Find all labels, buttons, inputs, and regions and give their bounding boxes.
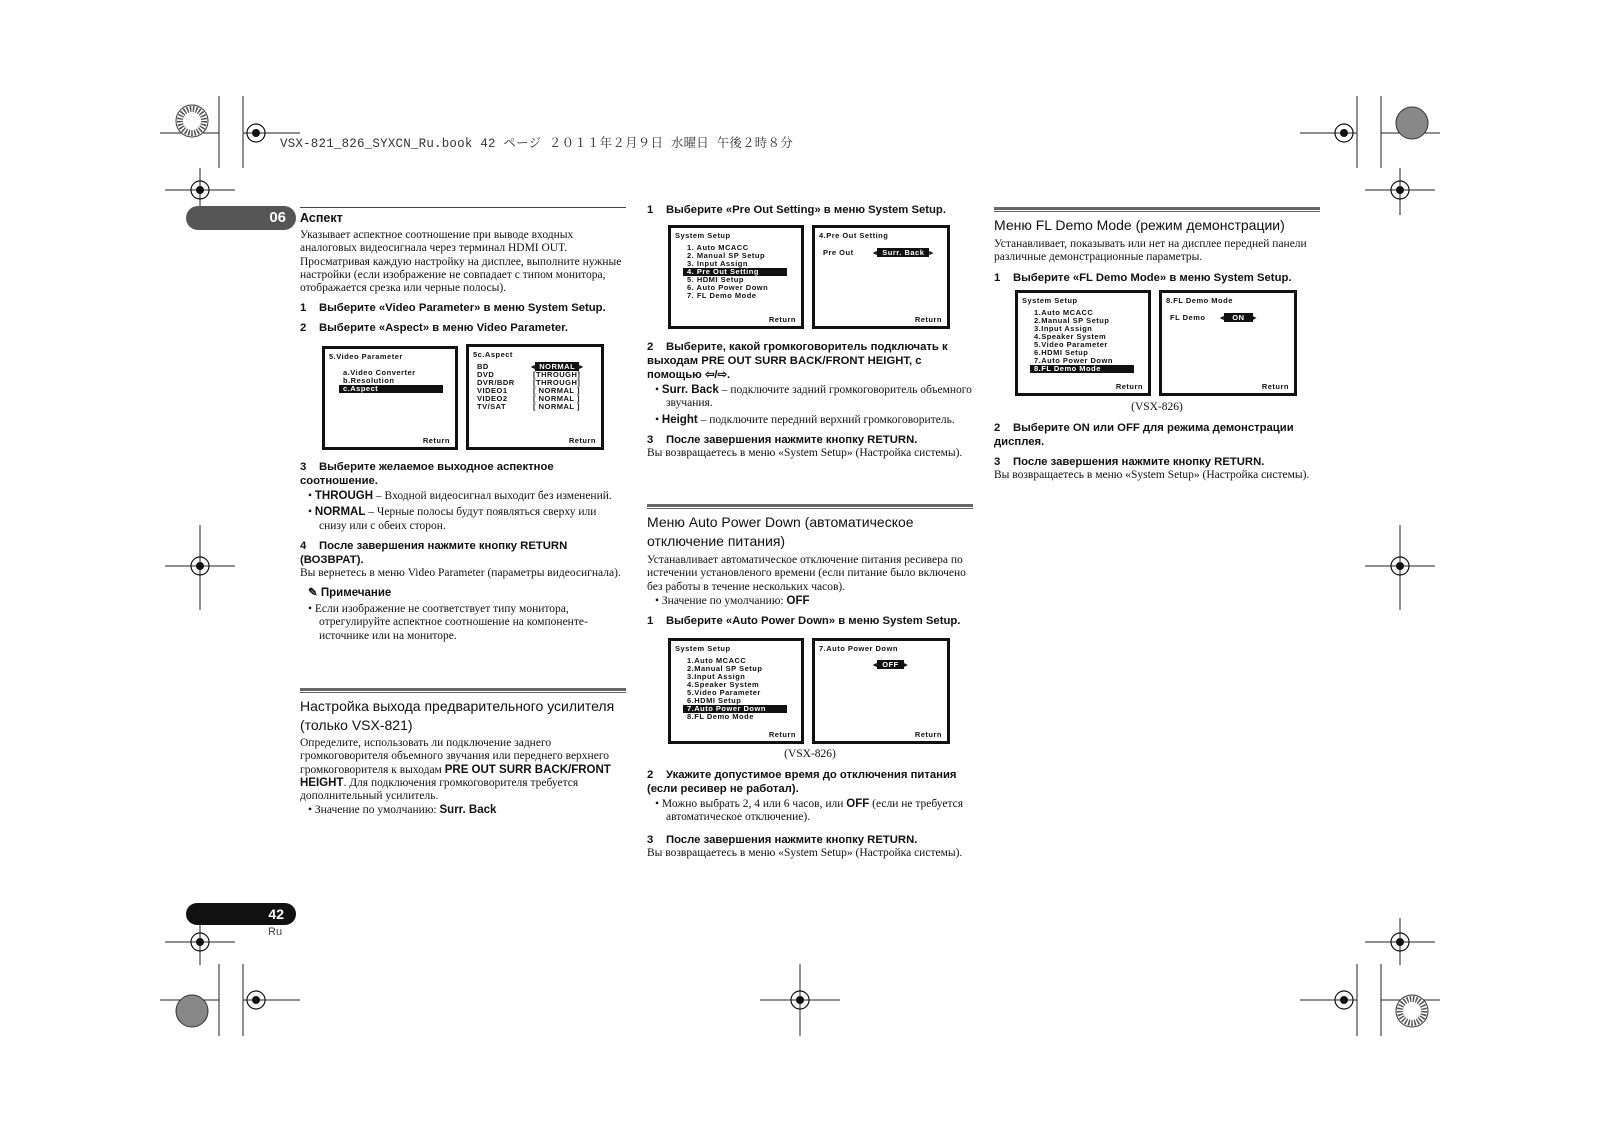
osd-item: 3.Input Assign	[1034, 324, 1093, 333]
bullet-height: • Height – подключите передний верхний громкоговоритель.	[655, 413, 955, 426]
osd-item-selected: 4. Pre Out Setting	[683, 268, 787, 276]
apd-intro: Устанавливает автоматическое отключение питания ресивера по истечении установленого времени (если питание было включено без работы в течение нескольких часов).	[647, 554, 966, 593]
apd-step-1: 1 Выберите «Auto Power Down» в меню System Setup.	[647, 615, 961, 628]
chapter-tab	[186, 206, 296, 230]
aspect-step-1: 1 Выберите «Video Parameter» в меню System Setup.	[300, 302, 606, 315]
osd-title: System Setup	[675, 644, 731, 653]
osd-title: 5.Video Parameter	[329, 352, 403, 361]
preout-step-3-body: Вы возвращаетесь в меню «System Setup» (Настройка системы).	[647, 446, 963, 459]
osd-item: a.Video Converter	[343, 368, 416, 377]
osd-item: 8.FL Demo Mode	[687, 712, 754, 721]
bullet-surr-back: • Surr. Back – подключите задний громкоговоритель объемного звучания.	[655, 384, 972, 410]
osd-aspect-source: VIDEO2	[477, 394, 508, 403]
osd-return: Return	[1115, 382, 1143, 391]
column-1-lower	[300, 460, 626, 643]
osd-title: 7.Auto Power Down	[819, 644, 898, 653]
osd-aspect-source: TV/SAT	[477, 402, 507, 411]
section-divider	[994, 207, 1320, 212]
osd-item-selected: 8.FL Demo Mode	[1030, 365, 1134, 373]
page-number-pill	[186, 903, 296, 925]
osd-item: 6.HDMI Setup	[1034, 348, 1089, 357]
osd-item: 5.Video Parameter	[1034, 340, 1108, 349]
osd-label: Pre Out	[823, 248, 854, 257]
osd-aspect-value: [ NORMAL ]	[533, 386, 580, 395]
osd-item: 2. Manual SP Setup	[687, 251, 766, 260]
osd-item-selected: 7.Auto Power Down	[683, 705, 787, 713]
osd-value-row: ◂ ON ▸	[1220, 313, 1257, 322]
osd-return: Return	[768, 315, 796, 324]
apd-step-2: 2 Укажите допустимое время до отключения питания (если ресивер не работал).	[647, 769, 957, 795]
preout-step-3: 3 После завершения нажмите кнопку RETURN.	[647, 433, 918, 446]
osd-item: b.Resolution	[343, 376, 395, 385]
osd-item: 5.Video Parameter	[687, 688, 761, 697]
osd-return: Return	[768, 730, 796, 739]
osd-title: 4.Pre Out Setting	[819, 231, 889, 240]
osd-item: 4.Speaker System	[1034, 332, 1107, 341]
osd-title: System Setup	[1022, 296, 1078, 305]
page-number: 42	[268, 906, 284, 922]
aspect-title: Аспект	[300, 211, 343, 225]
aspect-step-4-body: Вы вернетесь в меню Video Parameter (параметры видеосигнала).	[300, 566, 621, 579]
osd-pre-out-setting	[812, 225, 950, 329]
osd-item: 7.Auto Power Down	[1034, 356, 1113, 365]
fl-title: Меню FL Demo Mode (режим демонстрации)	[994, 217, 1285, 233]
osd-aspect-source: DVD	[477, 370, 495, 379]
osd-item: 1.Auto MCACC	[1034, 308, 1094, 317]
column-2	[647, 203, 973, 217]
note-heading: ✎ Примечание	[308, 587, 392, 600]
osd-item: 3.Input Assign	[687, 672, 746, 681]
osd-title: 5c.Aspect	[473, 350, 513, 359]
osd-item: 4.Speaker System	[687, 680, 760, 689]
bullet-through: • THROUGH – Входной видеосигнал выходит без изменений.	[308, 490, 612, 502]
column-1	[300, 211, 626, 335]
fl-step-2: 2 Выберите ON или OFF для режима демонстрации дисплея.	[994, 422, 1294, 448]
chapter-number: 06	[269, 209, 286, 226]
osd-system-setup-1	[668, 225, 804, 329]
osd-return: Return	[1261, 382, 1289, 391]
divider	[300, 207, 626, 208]
fl-step-3: 3 После завершения нажмите кнопку RETURN.	[994, 456, 1265, 468]
aspect-intro: Указывает аспектное соотношение при выводе входных аналоговых видеосигнала через терминал HDMI OUT. Просматривая каждую настройку на дисплее, выполните нужные настройки (если изображение не совпадает с типом монитора, отображается срезка или черные полосы).	[300, 229, 622, 295]
section-divider	[647, 504, 973, 509]
page-language: Ru	[268, 926, 283, 938]
apd-steps	[647, 768, 973, 860]
osd-item: 2.Manual SP Setup	[687, 664, 763, 673]
column-3	[994, 216, 1320, 285]
osd-aspect-value: [THROUGH]	[533, 370, 581, 379]
apd-default: • Значение по умолчанию: OFF	[655, 594, 810, 607]
osd-aspect-value: ◂ NORMAL ▸	[531, 362, 584, 371]
osd-aspect-value: [THROUGH]	[533, 378, 581, 387]
aspect-step-3: 3 Выберите желаемое выходное аспектное соотношение.	[300, 461, 554, 487]
osd-aspect-source: DVR/BDR	[477, 378, 515, 387]
osd-video-parameter	[322, 346, 458, 450]
osd-aspect	[466, 344, 604, 450]
column-3-lower	[994, 421, 1320, 482]
osd-title: System Setup	[675, 231, 731, 240]
preout-section	[300, 697, 626, 818]
fl-step-1: 1 Выберите «FL Demo Mode» в меню System Setup.	[994, 271, 1292, 284]
bullet-normal: • NORMAL – Черные полосы будут появляться сверху или снизу или с обеих сторон.	[308, 506, 597, 532]
osd-return: Return	[914, 315, 942, 324]
note-icon: ✎	[308, 587, 321, 600]
osd-system-setup-2	[668, 638, 804, 744]
osd-return: Return	[914, 730, 942, 739]
apd-bullet: • Можно выбрать 2, 4 или 6 часов, или OFF (если не требуется автоматическое отключение).	[655, 798, 964, 824]
osd-item: 6. Auto Power Down	[687, 283, 769, 292]
osd-label: FL Demo	[1170, 313, 1206, 322]
osd-item: 5. HDMI Setup	[687, 275, 744, 284]
osd-value-row: ◂ OFF ▸	[873, 660, 909, 669]
osd-value-row: ◂ Surr. Back ▸	[873, 248, 934, 257]
osd-aspect-source: BD	[477, 362, 489, 371]
caption: (VSX-826)	[784, 748, 836, 760]
section-divider	[300, 688, 626, 693]
preout-step-1: 1 Выберите «Pre Out Setting» в меню System Setup.	[647, 204, 946, 216]
apd-section	[647, 513, 973, 628]
preout-intro: Определите, использовать ли подключение заднего громкоговорителя объемного звучания или переднего верхнего громкоговорителя к выходам PRE OUT SURR BACK/FRONT HEIGHT. Для подключения громкоговорителя требуется дополнительный усилитель.	[300, 737, 611, 803]
preout-step-2: 2 Выберите, какой громкоговоритель подключать к выходам PRE OUT SURR BACK/FRONT HEIGHT, с помощью ⇦/⇨.	[647, 341, 948, 381]
osd-item: 1. Auto MCACC	[687, 243, 749, 252]
osd-system-setup-3	[1015, 290, 1151, 396]
apd-title: Меню Auto Power Down (автоматическое отключение питания)	[647, 514, 914, 549]
osd-item: 1.Auto MCACC	[687, 656, 747, 665]
osd-item: 2.Manual SP Setup	[1034, 316, 1110, 325]
file-header: VSX-821_826_SYXCN_Ru.book 42 ページ ２０１１年２月９日 水曜日 午後２時８分	[280, 137, 793, 151]
apd-step-3-body: Вы возвращаетесь в меню «System Setup» (Настройка системы).	[647, 846, 963, 859]
osd-fl-demo-mode	[1159, 290, 1297, 396]
osd-item: 3. Input Assign	[687, 259, 748, 268]
osd-item: 7. FL Demo Mode	[687, 291, 757, 300]
osd-title: 8.FL Demo Mode	[1166, 296, 1233, 305]
osd-item-selected: c.Aspect	[339, 385, 443, 393]
aspect-step-2: 2 Выберите «Aspect» в меню Video Parameter.	[300, 322, 569, 335]
osd-return: Return	[568, 436, 596, 445]
caption: (VSX-826)	[1131, 401, 1183, 413]
note-text: • Если изображение не соответствует типу монитора, отрегулируйте аспектное соотношение на компоненте-источнике или на мониторе.	[308, 603, 588, 642]
osd-item: 6.HDMI Setup	[687, 696, 742, 705]
osd-aspect-value: [ NORMAL ]	[533, 394, 580, 403]
osd-auto-power-down	[812, 638, 950, 744]
aspect-step-4: 4 После завершения нажмите кнопку RETURN (ВОЗВРАТ).	[300, 539, 568, 566]
osd-aspect-source: VIDEO1	[477, 386, 508, 395]
column-2-mid	[647, 340, 973, 460]
fl-step-3-body: Вы возвращаетесь в меню «System Setup» (Настройка системы).	[994, 469, 1310, 481]
preout-title: Настройка выхода предварительного усилителя (только VSX-821)	[300, 698, 615, 733]
osd-aspect-value: [ NORMAL ]	[533, 402, 580, 411]
osd-return: Return	[422, 436, 450, 445]
fl-intro: Устанавливает, показывать или нет на дисплее передней панели различные демонстрационные параметры.	[994, 238, 1307, 264]
preout-default: • Значение по умолчанию: Surr. Back	[308, 804, 497, 817]
apd-step-3: 3 После завершения нажмите кнопку RETURN.	[647, 833, 918, 846]
